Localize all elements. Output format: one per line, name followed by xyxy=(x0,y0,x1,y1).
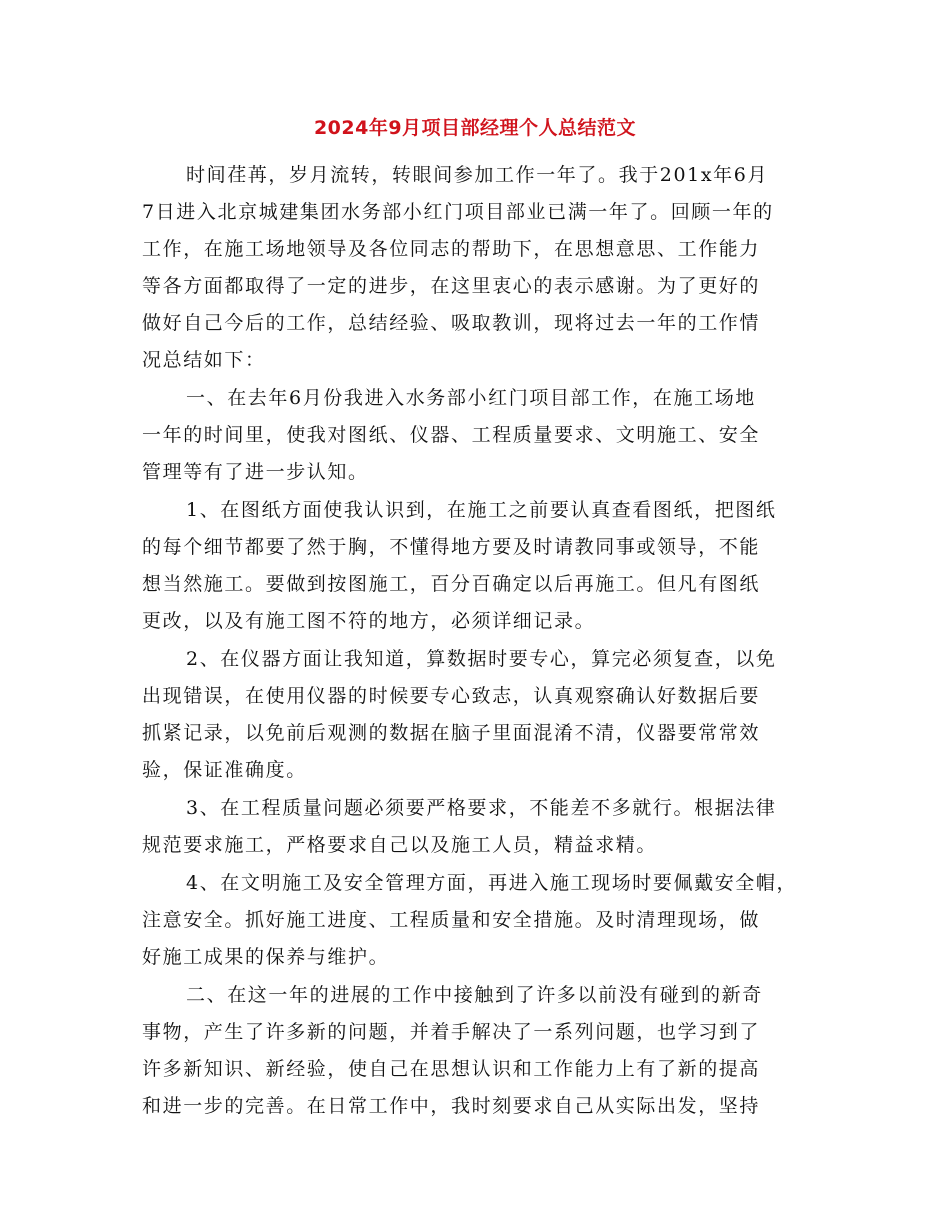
body-line: 好施工成果的保养与维护。 xyxy=(142,946,390,968)
body-line: 注意安全。抓好施工进度、工程质量和安全措施。及时清理现场，做 xyxy=(142,909,761,931)
body-line: 出现错误，在使用仪器的时候要专心致志，认真观察确认好数据后要 xyxy=(142,685,761,707)
body-line: 7日进入北京城建集团水务部小红门项目部业已满一年了。回顾一年的 xyxy=(142,201,774,223)
body-line: 的每个细节都要了然于胸，不懂得地方要及时请教同事或领导，不能 xyxy=(142,536,761,558)
body-line: 验，保证准确度。 xyxy=(142,759,307,781)
body-line: 4、在文明施工及安全管理方面，再进入施工现场时要佩戴安全帽， xyxy=(186,872,798,894)
body-line: 管理等有了进一步认知。 xyxy=(142,461,369,483)
body-line: 二、在这一年的进展的工作中接触到了许多以前没有碰到的新奇 xyxy=(186,984,763,1006)
document-body xyxy=(142,157,802,1125)
body-line: 许多新知识、新经验，使自己在思想认识和工作能力上有了新的提高 xyxy=(142,1058,761,1080)
body-line: 做好自己今后的工作，总结经验、吸取教训，现将过去一年的工作情 xyxy=(142,312,761,334)
body-line: 况总结如下： xyxy=(142,349,266,371)
body-line: 时间荏苒，岁月流转，转眼间参加工作一年了。我于201x年6月 xyxy=(186,164,769,186)
body-line: 工作，在施工场地领导及各位同志的帮助下，在思想意思、工作能力 xyxy=(142,238,761,260)
body-line: 想当然施工。要做到按图施工，百分百确定以后再施工。但凡有图纸 xyxy=(142,573,761,595)
body-line: 1、在图纸方面使我认识到，在施工之前要认真查看图纸，把图纸 xyxy=(186,499,777,521)
document-title: 2024年9月项目部经理个人总结范文 xyxy=(313,117,637,139)
body-line: 事物，产生了许多新的问题，并着手解决了一系列问题，也学习到了 xyxy=(142,1021,761,1043)
body-line: 更改，以及有施工图不符的地方，必须详细记录。 xyxy=(142,610,596,632)
body-line: 一年的时间里，使我对图纸、仪器、工程质量要求、文明施工、安全 xyxy=(142,424,761,446)
body-line: 3、在工程质量问题必须要严格要求，不能差不多就行。根据法律 xyxy=(186,797,777,819)
body-line: 等各方面都取得了一定的进步，在这里衷心的表示感谢。为了更好的 xyxy=(142,275,761,297)
body-line: 抓紧记录，以免前后观测的数据在脑子里面混淆不清，仪器要常常效 xyxy=(142,722,761,744)
body-line: 规范要求施工，严格要求自己以及施工人员，精益求精。 xyxy=(142,834,658,856)
body-line: 一、在去年6月份我进入水务部小红门项目部工作，在施工场地 xyxy=(186,387,756,409)
body-line: 2、在仪器方面让我知道，算数据时要专心，算完必须复查，以免 xyxy=(186,648,777,670)
body-line: 和进一步的完善。在日常工作中，我时刻要求自己从实际出发，坚持 xyxy=(142,1095,761,1117)
